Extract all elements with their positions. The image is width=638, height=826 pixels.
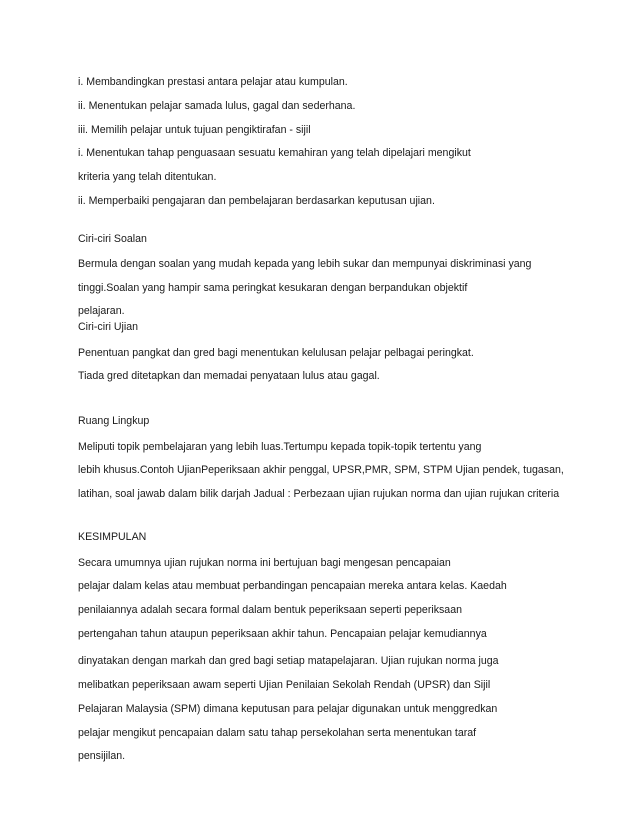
section-heading: Ruang Lingkup [78, 415, 150, 427]
text-line: lebih khusus.Contoh UjianPeperiksaan akhir penggal, UPSR,PMR, SPM, STPM Ujian pendek, tugasan, [78, 464, 564, 476]
text-line: i. Membandingkan prestasi antara pelajar atau kumpulan. [78, 76, 348, 88]
section-heading: Ciri-ciri Ujian [78, 321, 139, 333]
text-line: ii. Menentukan pelajar samada lulus, gagal dan sederhana. [78, 100, 356, 112]
section-heading: KESIMPULAN [78, 531, 147, 543]
text-line: latihan, soal jawab dalam bilik darjah Jadual : Perbezaan ujian rujukan norma dan ujian rujukan criteria [78, 488, 560, 500]
text-line: pelajaran. [78, 305, 125, 317]
text-line: pelajar dalam kelas atau membuat perbandingan pencapaian mereka antara kelas. Kaedah [78, 580, 507, 592]
text-line: penilaiannya adalah secara formal dalam bentuk peperiksaan seperti peperiksaan [78, 604, 462, 616]
text-line: i. Menentukan tahap penguasaan sesuatu kemahiran yang telah dipelajari mengikut [78, 147, 471, 159]
text-line: Penentuan pangkat dan gred bagi menentukan kelulusan pelajar pelbagai peringkat. [78, 347, 474, 359]
text-line: Pelajaran Malaysia (SPM) dimana keputusan para pelajar digunakan untuk menggredkan [78, 703, 498, 715]
section-heading: Ciri-ciri Soalan [78, 233, 147, 245]
text-line: Bermula dengan soalan yang mudah kepada yang lebih sukar dan mempunyai diskriminasi yang [78, 258, 532, 270]
text-line: tinggi.Soalan yang hampir sama peringkat kesukaran dengan berpandukan objektif [78, 282, 468, 294]
text-line: Tiada gred ditetapkan dan memadai penyataan lulus atau gagal. [78, 370, 380, 382]
text-line: melibatkan peperiksaan awam seperti Ujian Penilaian Sekolah Rendah (UPSR) dan Sijil [78, 679, 491, 691]
text-line: ii. Memperbaiki pengajaran dan pembelajaran berdasarkan keputusan ujian. [78, 195, 435, 207]
text-line: pertengahan tahun ataupun peperiksaan akhir tahun. Pencapaian pelajar kemudiannya [78, 628, 487, 640]
text-line: pensijilan. [78, 750, 126, 762]
text-line: kriteria yang telah ditentukan. [78, 171, 217, 183]
text-line: dinyatakan dengan markah dan gred bagi setiap matapelajaran. Ujian rujukan norma juga [78, 655, 499, 667]
text-line: Secara umumnya ujian rujukan norma ini bertujuan bagi mengesan pencapaian [78, 557, 451, 569]
text-line: pelajar mengikut pencapaian dalam satu tahap persekolahan serta menentukan taraf [78, 727, 477, 739]
text-line: iii. Memilih pelajar untuk tujuan pengiktirafan - sijil [78, 124, 311, 136]
text-line: Meliputi topik pembelajaran yang lebih luas.Tertumpu kepada topik-topik tertentu yang [78, 441, 482, 453]
